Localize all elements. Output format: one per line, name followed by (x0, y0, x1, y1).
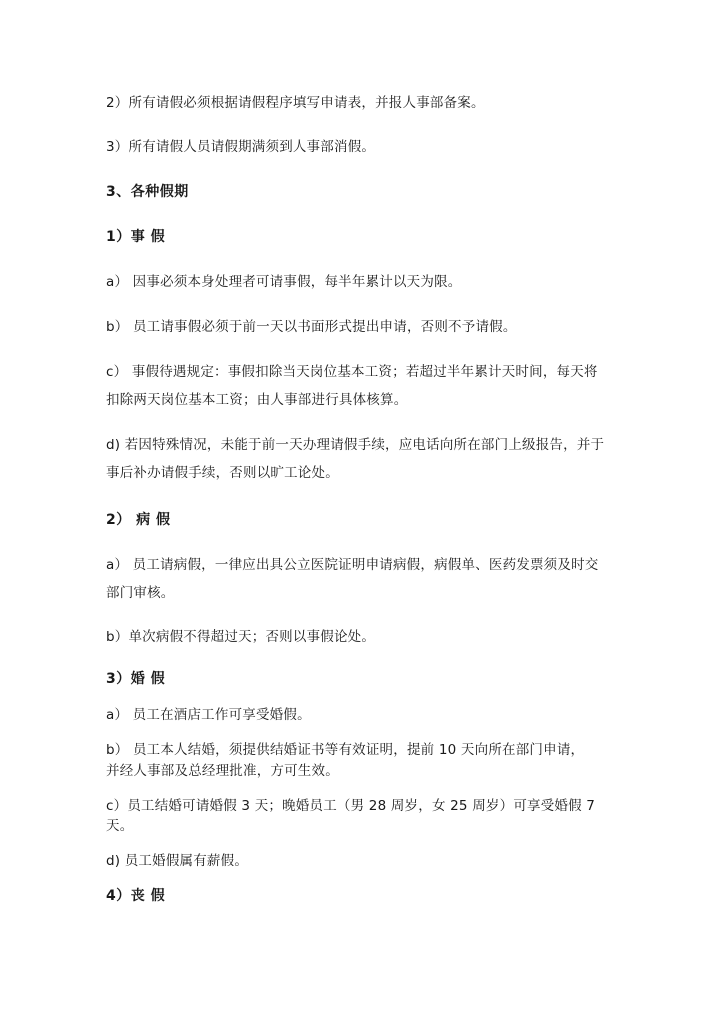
paragraph-line: c） 事假待遇规定：事假扣除当天岗位基本工资；若超过半年累计天时间，每天将 (106, 364, 598, 380)
paragraph-line: 并经人事部及总经理批准，方可生效。 (106, 763, 339, 779)
paragraph-line: b） 员工请事假必须于前一天以书面形式提出申请，否则不予请假。 (106, 319, 517, 335)
paragraph-line: d) 员工婚假属有薪假。 (106, 853, 249, 869)
paragraph-line: d) 若因特殊情况，未能于前一天办理请假手续，应电话向所在部门上级报告，并于 (106, 437, 605, 453)
paragraph-line: a） 员工在酒店工作可享受婚假。 (106, 707, 311, 723)
subsection-heading: 3）婚 假 (106, 671, 166, 687)
subsection-heading: 1）事 假 (106, 229, 166, 245)
subsection-heading: 2） 病 假 (106, 512, 171, 528)
subsection-heading: 4）丧 假 (106, 888, 166, 904)
paragraph-line: b） 员工本人结婚，须提供结婚证书等有效证明，提前 10 天向所在部门申请， (106, 742, 585, 758)
section-heading: 3、各种假期 (106, 184, 189, 200)
paragraph-line: 3）所有请假人员请假期满须到人事部消假。 (106, 139, 376, 155)
paragraph-line: 事后补办请假手续，否则以旷工论处。 (106, 465, 339, 481)
paragraph-line: a） 因事必须本身处理者可请事假，每半年累计以天为限。 (106, 274, 462, 290)
paragraph-line: c）员工结婚可请婚假 3 天；晚婚员工（男 28 周岁，女 25 周岁）可享受婚假 7 (106, 798, 596, 814)
paragraph-line: 2）所有请假必须根据请假程序填写申请表，并报人事部备案。 (106, 95, 485, 111)
paragraph-line: a） 员工请病假，一律应出具公立医院证明申请病假，病假单、医药发票须及时交 (106, 557, 599, 573)
paragraph-line: b）单次病假不得超过天；否则以事假论处。 (106, 629, 376, 645)
paragraph-line: 天。 (106, 818, 134, 834)
paragraph-line: 部门审核。 (106, 585, 175, 601)
paragraph-line: 扣除两天岗位基本工资；由人事部进行具体核算。 (106, 392, 408, 408)
